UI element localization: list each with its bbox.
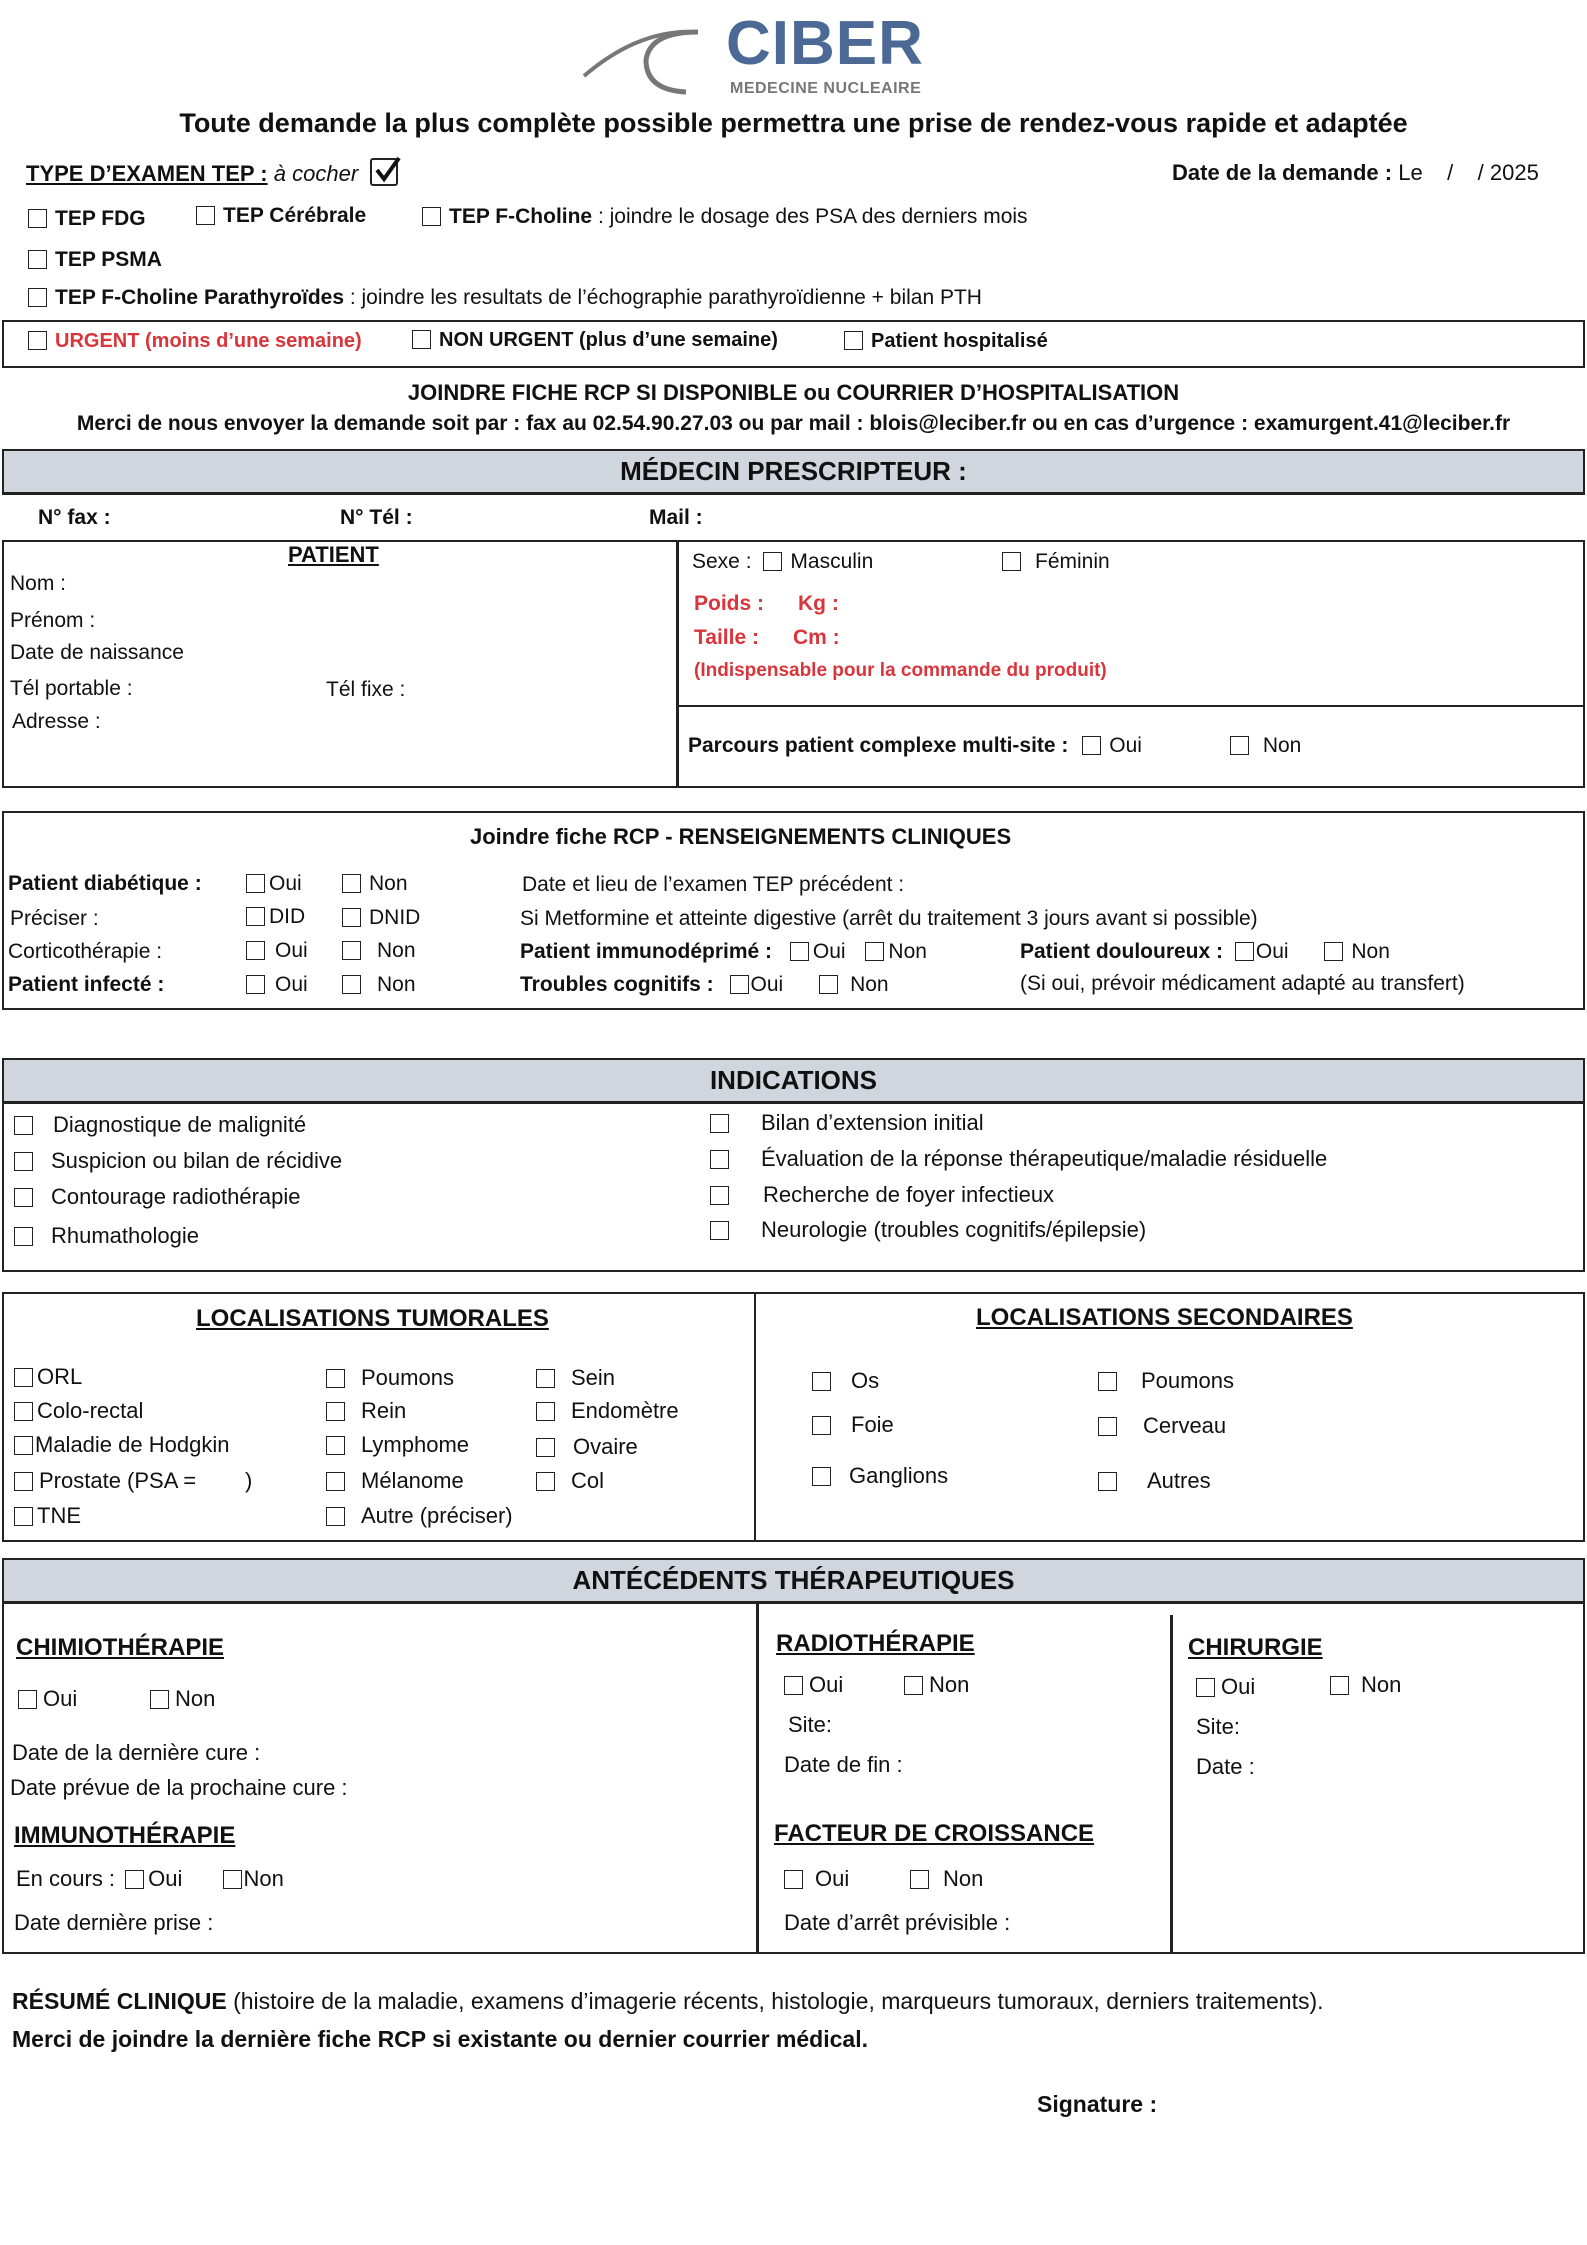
checkbox-icon[interactable] xyxy=(326,1472,345,1491)
indication-item[interactable]: Évaluation de la réponse thérapeutique/maladie résiduelle xyxy=(710,1146,1327,1172)
secondary-item[interactable]: Autres xyxy=(1098,1468,1211,1494)
radio-site[interactable]: Site: xyxy=(788,1712,833,1737)
clinical-cognitifs: Troubles cognitifs : Oui Non xyxy=(520,973,889,996)
facteur-title: FACTEUR DE CROISSANCE xyxy=(774,1820,1095,1847)
checkbox-icon[interactable] xyxy=(150,1690,169,1709)
checkbox-icon[interactable] xyxy=(14,1116,33,1135)
checkbox-icon[interactable] xyxy=(14,1507,33,1526)
checkbox-icon[interactable] xyxy=(1196,1678,1215,1697)
checkbox-icon[interactable] xyxy=(326,1436,345,1455)
indication-item[interactable]: Contourage radiothérapie xyxy=(14,1184,301,1210)
facteur-date-arret[interactable]: Date d’arrêt prévisible : xyxy=(784,1910,1011,1935)
checkbox-icon[interactable] xyxy=(412,330,431,349)
indications-header: INDICATIONS xyxy=(2,1058,1585,1104)
prescriber-mail[interactable]: Mail : xyxy=(649,506,703,529)
option-urgent[interactable]: URGENT (moins d’une semaine) xyxy=(28,330,362,353)
logo-swoosh-icon xyxy=(580,18,730,98)
patient-naissance[interactable]: Date de naissance xyxy=(10,641,184,664)
patient-poids[interactable]: Poids : Kg : xyxy=(694,592,839,615)
indication-item[interactable]: Suspicion ou bilan de récidive xyxy=(14,1148,342,1174)
divider xyxy=(678,705,1585,707)
checkbox-icon[interactable] xyxy=(536,1402,555,1421)
option-non-urgent[interactable]: NON URGENT (plus d’une semaine) xyxy=(412,329,778,352)
option-feminin[interactable]: Féminin xyxy=(1002,550,1110,574)
secondary-title: LOCALISATIONS SECONDAIRES xyxy=(976,1304,1353,1331)
radio-date-fin[interactable]: Date de fin : xyxy=(784,1752,903,1777)
checkbox-icon[interactable] xyxy=(904,1676,923,1695)
request-date-field[interactable]: Le / / 2025 xyxy=(1398,160,1539,185)
facteur-oui[interactable]: Oui xyxy=(784,1866,849,1892)
checkbox-icon[interactable] xyxy=(784,1870,803,1889)
diabetique-non[interactable]: Non xyxy=(342,872,408,896)
tumoral-item[interactable]: Mélanome xyxy=(326,1468,464,1494)
divider xyxy=(676,540,679,788)
option-patient-hospitalise[interactable]: Patient hospitalisé xyxy=(844,330,1048,353)
clinical-summary-area[interactable] xyxy=(12,2064,1012,2224)
radio-title: RADIOTHÉRAPIE xyxy=(776,1630,975,1657)
infecte-oui[interactable]: Oui xyxy=(246,973,308,997)
notice-line-2: Merci de nous envoyer la demande soit par : fax au 02.54.90.27.03 ou par mail : blois@leciber.fr ou en cas d’urgence : examurgent.41@leciber.fr xyxy=(76,412,1511,435)
patient-title: PATIENT xyxy=(288,542,379,567)
checkbox-icon[interactable] xyxy=(342,975,361,994)
indication-item[interactable]: Neurologie (troubles cognitifs/épilepsie) xyxy=(710,1217,1146,1243)
tumoral-item[interactable]: Lymphome xyxy=(326,1432,469,1458)
indication-item[interactable]: Recherche de foyer infectieux xyxy=(710,1182,1054,1208)
checkbox-icon[interactable] xyxy=(790,942,809,961)
checkbox-icon[interactable] xyxy=(326,1402,345,1421)
secondary-item[interactable]: Ganglions xyxy=(812,1463,948,1489)
checkbox-icon[interactable] xyxy=(14,1436,33,1455)
tumoral-item[interactable]: Sein xyxy=(536,1365,615,1391)
checkbox-icon[interactable] xyxy=(18,1690,37,1709)
chimio-non[interactable]: Non xyxy=(150,1686,215,1712)
tumoral-item[interactable]: Col xyxy=(536,1468,604,1494)
checkbox-icon[interactable] xyxy=(1082,736,1101,755)
secondary-item[interactable]: Os xyxy=(812,1368,879,1394)
notice-line-1: JOINDRE FICHE RCP SI DISPONIBLE ou COURRIER D’HOSPITALISATION xyxy=(407,380,1180,405)
immuno-title: IMMUNOTHÉRAPIE xyxy=(14,1822,236,1849)
checkbox-icon[interactable] xyxy=(710,1221,729,1240)
indication-item[interactable]: Bilan d’extension initial xyxy=(710,1110,984,1136)
checkbox-icon[interactable] xyxy=(1330,1676,1349,1695)
tumoral-item[interactable]: Rein xyxy=(326,1398,406,1424)
tumoral-item[interactable]: Autre (préciser) xyxy=(326,1503,513,1529)
chimio-title: CHIMIOTHÉRAPIE xyxy=(16,1634,225,1661)
exam-type-heading: TYPE D’EXAMEN TEP : à cocher xyxy=(26,158,398,187)
option-tep-cerebrale[interactable]: TEP Cérébrale xyxy=(196,204,366,228)
checkbox-icon[interactable] xyxy=(28,288,47,307)
clinical-si-oui-note: (Si oui, prévoir médicament adapté au transfert) xyxy=(1020,972,1465,995)
diabetique-oui[interactable]: Oui xyxy=(246,872,302,896)
checkbox-icon[interactable] xyxy=(14,1368,33,1387)
checkbox-icon[interactable] xyxy=(1098,1472,1117,1491)
chirurgie-title: CHIRURGIE xyxy=(1188,1634,1323,1661)
checkbox-icon[interactable] xyxy=(28,209,47,228)
chimio-derniere-cure[interactable]: Date de la dernière cure : xyxy=(12,1740,261,1765)
checkbox-icon[interactable] xyxy=(246,907,265,926)
checkbox-icon[interactable] xyxy=(246,941,265,960)
summary-note: Merci de joindre la dernière fiche RCP si existante ou dernier courrier médical. xyxy=(12,2026,868,2052)
checkbox-icon[interactable] xyxy=(812,1467,831,1486)
immuno-en-cours: En cours : Oui Non xyxy=(16,1866,284,1891)
patient-prenom[interactable]: Prénom : xyxy=(10,609,96,632)
checkbox-icon[interactable] xyxy=(812,1372,831,1391)
clinical-immuno: Patient immunodéprimé : Oui Non xyxy=(520,940,927,963)
checkbox-icon[interactable] xyxy=(1235,942,1254,961)
checkbox-icon[interactable] xyxy=(326,1507,345,1526)
prescriber-header: MÉDECIN PRESCRIPTEUR : xyxy=(2,449,1585,495)
checkbox-icon[interactable] xyxy=(246,975,265,994)
indication-item[interactable]: Rhumathologie xyxy=(14,1223,199,1249)
patient-taille[interactable]: Taille : Cm : xyxy=(694,626,840,649)
checkbox-icon[interactable] xyxy=(536,1438,555,1457)
divider xyxy=(756,1604,759,1954)
checkbox-icon[interactable] xyxy=(246,874,265,893)
infecte-non[interactable]: Non xyxy=(342,973,416,997)
checkbox-icon[interactable] xyxy=(342,941,361,960)
clinical-cortico-label: Corticothérapie : xyxy=(8,940,163,963)
checkbox-icon[interactable] xyxy=(14,1472,33,1491)
checkbox-icon[interactable] xyxy=(14,1402,33,1421)
clinical-diabetique-label: Patient diabétique : xyxy=(8,872,202,895)
checkbox-icon[interactable] xyxy=(28,250,47,269)
patient-parcours: Parcours patient complexe multi-site : Oui Non xyxy=(688,734,1302,757)
divider xyxy=(754,1292,756,1542)
chirurgie-site[interactable]: Site: xyxy=(1196,1714,1241,1739)
radio-non[interactable]: Non xyxy=(904,1672,969,1698)
checkmark-icon xyxy=(370,158,398,186)
tumoral-item[interactable]: ORL xyxy=(14,1364,82,1390)
chimio-oui[interactable]: Oui xyxy=(18,1686,77,1712)
divider xyxy=(1170,1615,1173,1954)
checkbox-icon[interactable] xyxy=(865,942,884,961)
checkbox-icon[interactable] xyxy=(1098,1372,1117,1391)
indication-item[interactable]: Diagnostique de malignité xyxy=(14,1112,306,1138)
tumoral-item[interactable]: Colo-rectal xyxy=(14,1398,143,1424)
clinical-preciser-label: Préciser : xyxy=(10,907,99,930)
checkbox-icon[interactable] xyxy=(763,552,782,571)
checkbox-icon[interactable] xyxy=(14,1227,33,1246)
signature-label: Signature : xyxy=(1037,2091,1158,2117)
checkbox-icon[interactable] xyxy=(812,1416,831,1435)
checkbox-icon[interactable] xyxy=(342,908,361,927)
checkbox-icon[interactable] xyxy=(14,1188,33,1207)
tumoral-item[interactable]: Endomètre xyxy=(536,1398,679,1424)
checkbox-icon[interactable] xyxy=(196,206,215,225)
cortico-non[interactable]: Non xyxy=(342,939,416,963)
tumoral-item[interactable]: Ovaire xyxy=(536,1434,638,1460)
checkbox-icon[interactable] xyxy=(844,331,863,350)
checkbox-icon[interactable] xyxy=(223,1870,242,1889)
checkbox-icon[interactable] xyxy=(710,1150,729,1169)
tumoral-item[interactable]: Maladie de Hodgkin xyxy=(14,1432,229,1458)
clinical-douloureux: Patient douloureux : Oui Non xyxy=(1020,940,1390,963)
checkbox-icon[interactable] xyxy=(1324,942,1343,961)
checkbox-icon[interactable] xyxy=(784,1676,803,1695)
patient-adresse[interactable]: Adresse : xyxy=(12,710,101,733)
chimio-prochaine-cure[interactable]: Date prévue de la prochaine cure : xyxy=(10,1775,348,1800)
patient-sexe: Sexe : Masculin xyxy=(692,550,874,573)
patient-nom[interactable]: Nom : xyxy=(10,572,67,595)
request-date: Date de la demande : Le / / 2025 xyxy=(1172,160,1539,185)
checkbox-icon[interactable] xyxy=(819,975,838,994)
checkbox-icon[interactable] xyxy=(125,1870,144,1889)
checkbox-icon[interactable] xyxy=(710,1114,729,1133)
logo xyxy=(580,9,940,104)
checkbox-icon[interactable] xyxy=(536,1472,555,1491)
checkbox-icon[interactable] xyxy=(422,207,441,226)
secondary-item[interactable]: Cerveau xyxy=(1098,1413,1226,1439)
checkbox-icon[interactable] xyxy=(326,1369,345,1388)
checkbox-icon[interactable] xyxy=(710,1186,729,1205)
checkbox-icon[interactable] xyxy=(536,1369,555,1388)
option-tep-fdg[interactable]: TEP FDG xyxy=(28,207,146,231)
tumoral-title: LOCALISATIONS TUMORALES xyxy=(196,1305,549,1332)
checkbox-icon[interactable] xyxy=(1230,736,1249,755)
tumoral-item[interactable]: TNE xyxy=(14,1503,81,1529)
clinical-title: Joindre fiche RCP - RENSEIGNEMENTS CLINIQUES xyxy=(470,824,1012,849)
checkbox-icon[interactable] xyxy=(730,975,749,994)
chirurgie-non[interactable]: Non xyxy=(1330,1672,1401,1698)
history-header: ANTÉCÉDENTS THÉRAPEUTIQUES xyxy=(2,1558,1585,1604)
clinical-date-tep[interactable]: Date et lieu de l’examen TEP précédent : xyxy=(522,873,905,896)
checkbox-icon[interactable] xyxy=(910,1870,929,1889)
facteur-non[interactable]: Non xyxy=(910,1866,983,1892)
prescriber-fax[interactable]: N° fax : xyxy=(38,506,111,529)
preciser-dnid[interactable]: DNID xyxy=(342,906,420,930)
preciser-did[interactable]: DID xyxy=(246,905,305,929)
option-tep-f-choline[interactable]: TEP F-Choline : joindre le dosage des PSA des derniers mois xyxy=(422,205,1028,229)
patient-tel-fixe[interactable]: Tél fixe : xyxy=(326,678,406,701)
immuno-derniere-prise[interactable]: Date dernière prise : xyxy=(14,1910,214,1935)
clinical-metformine: Si Metformine et atteinte digestive (arrêt du traitement 3 jours avant si possible) xyxy=(520,907,1258,930)
cortico-oui[interactable]: Oui xyxy=(246,939,308,963)
logo-subtitle: MEDECINE NUCLEAIRE xyxy=(730,80,922,97)
chirurgie-oui[interactable]: Oui xyxy=(1196,1674,1255,1700)
patient-indispensable-note: (Indispensable pour la commande du produit) xyxy=(694,660,1107,681)
option-tep-f-choline-parathyroides[interactable]: TEP F-Choline Parathyroïdes : joindre les resultats de l’échographie parathyroïdienne + bilan PTH xyxy=(28,286,982,310)
summary-heading: RÉSUMÉ CLINIQUE (histoire de la maladie, examens d’imagerie récents, histologie, marqueurs tumoraux, derniers traitements). xyxy=(12,1988,1324,2014)
checkbox-icon[interactable] xyxy=(1098,1417,1117,1436)
prescriber-tel[interactable]: N° Tél : xyxy=(340,506,413,529)
chirurgie-date[interactable]: Date : xyxy=(1196,1754,1255,1779)
logo-brand: CIBER xyxy=(726,9,924,78)
checkbox-icon[interactable] xyxy=(1002,552,1021,571)
tumoral-item[interactable]: Prostate (PSA = ) xyxy=(14,1468,252,1494)
checkbox-icon[interactable] xyxy=(28,331,47,350)
option-tep-psma[interactable]: TEP PSMA xyxy=(28,248,162,272)
headline: Toute demande la plus complète possible permettra une prise de rendez-vous rapide et adaptée xyxy=(179,108,1408,138)
signature-area[interactable] xyxy=(1170,2086,1570,2206)
secondary-item[interactable]: Poumons xyxy=(1098,1368,1234,1394)
clinical-infecte-label: Patient infecté : xyxy=(8,973,165,996)
tumoral-item[interactable]: Poumons xyxy=(326,1365,454,1391)
patient-tel-portable[interactable]: Tél portable : xyxy=(10,677,133,700)
checkbox-icon[interactable] xyxy=(342,874,361,893)
secondary-item[interactable]: Foie xyxy=(812,1412,894,1438)
checkbox-icon[interactable] xyxy=(14,1152,33,1171)
radio-oui[interactable]: Oui xyxy=(784,1672,843,1698)
